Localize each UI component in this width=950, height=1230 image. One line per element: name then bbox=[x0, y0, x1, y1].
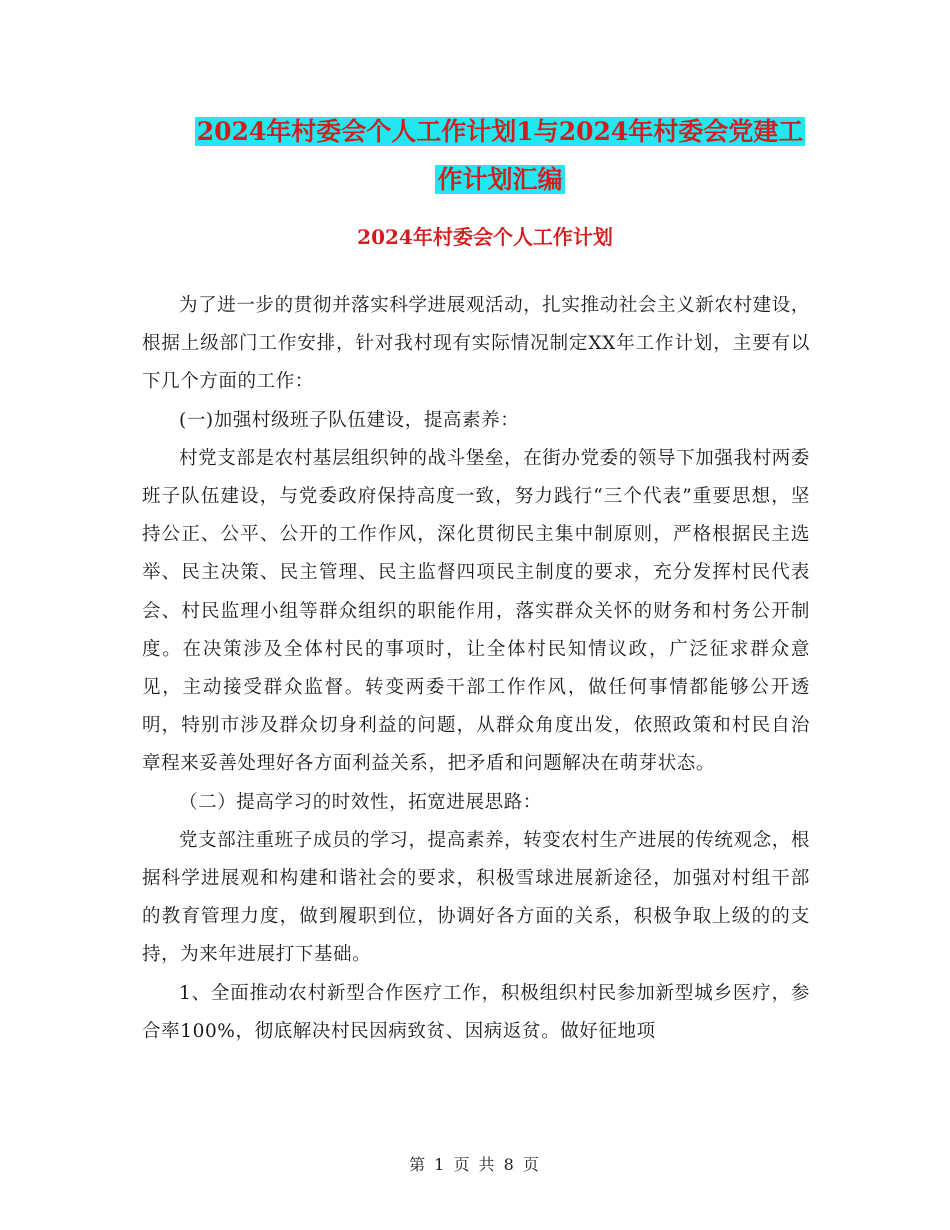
paragraph-party-branch: 村党支部是农村基层组织钟的战斗堡垒，在街办党委的领导下加强我村两委班子队伍建设，与党委政府保持高度一致，努力践行“三个代表”重要思想，坚持公正、公平、公开的工作作风，深化贯彻民主集中制原则，严格根据民主选举、民主决策、民主管理、民主监督四项民主制度的要求，充分发挥村民代表会、村民监理小组等群众组织的职能作用，落实群众关怀的财务和村务公开制度。在决策涉及全体村民的事项时，让全体村民知情议政，广泛征求群众意见，主动接受群众监督。转变两委干部工作作风，做任何事情都能够公开透明，特别市涉及群众切身利益的问题，从群众角度出发，依照政策和村民自治章程来妥善处理好各方面利益关系，把矛盾和问题解决在萌芽状态。 bbox=[142, 447, 810, 775]
paragraph-heading-2: （二）提高学习的时效性，拓宽进展思路： bbox=[179, 791, 542, 813]
paragraph-medical: 1、全面推动农村新型合作医疗工作，积极组织村民参加新型城乡医疗，参合率100%，彻底解决村民因病致贫、因病返贫。做好征地项 bbox=[142, 982, 810, 1042]
document-title-line-1: 2024年村委会个人工作计划1与2024年村委会党建工 bbox=[196, 117, 804, 146]
page-footer: 第 1 页 共 8 页 bbox=[409, 1155, 541, 1174]
document-title-line-2: 作计划汇编 bbox=[437, 165, 563, 194]
section-title: 2024年村委会个人工作计划 bbox=[357, 225, 613, 249]
document-body bbox=[142, 287, 810, 1051]
document-title bbox=[140, 108, 860, 204]
paragraph-heading-1: (一)加强村级班子队伍建设，提高素养： bbox=[179, 409, 520, 431]
paragraph-intro: 为了进一步的贯彻并落实科学进展观活动，扎实推动社会主义新农村建设，根据上级部门工作安排，针对我村现有实际情况制定XX年工作计划，主要有以下几个方面的工作： bbox=[142, 295, 810, 393]
paragraph-study: 党支部注重班子成员的学习，提高素养，转变农村生产进展的传统观念，根据科学进展观和构建和谐社会的要求，积极雪球进展新途径，加强对村组干部的教育管理力度，做到履职到位，协调好各方面的关系，积极争取上级的的支持，为来年进展打下基础。 bbox=[142, 829, 810, 966]
